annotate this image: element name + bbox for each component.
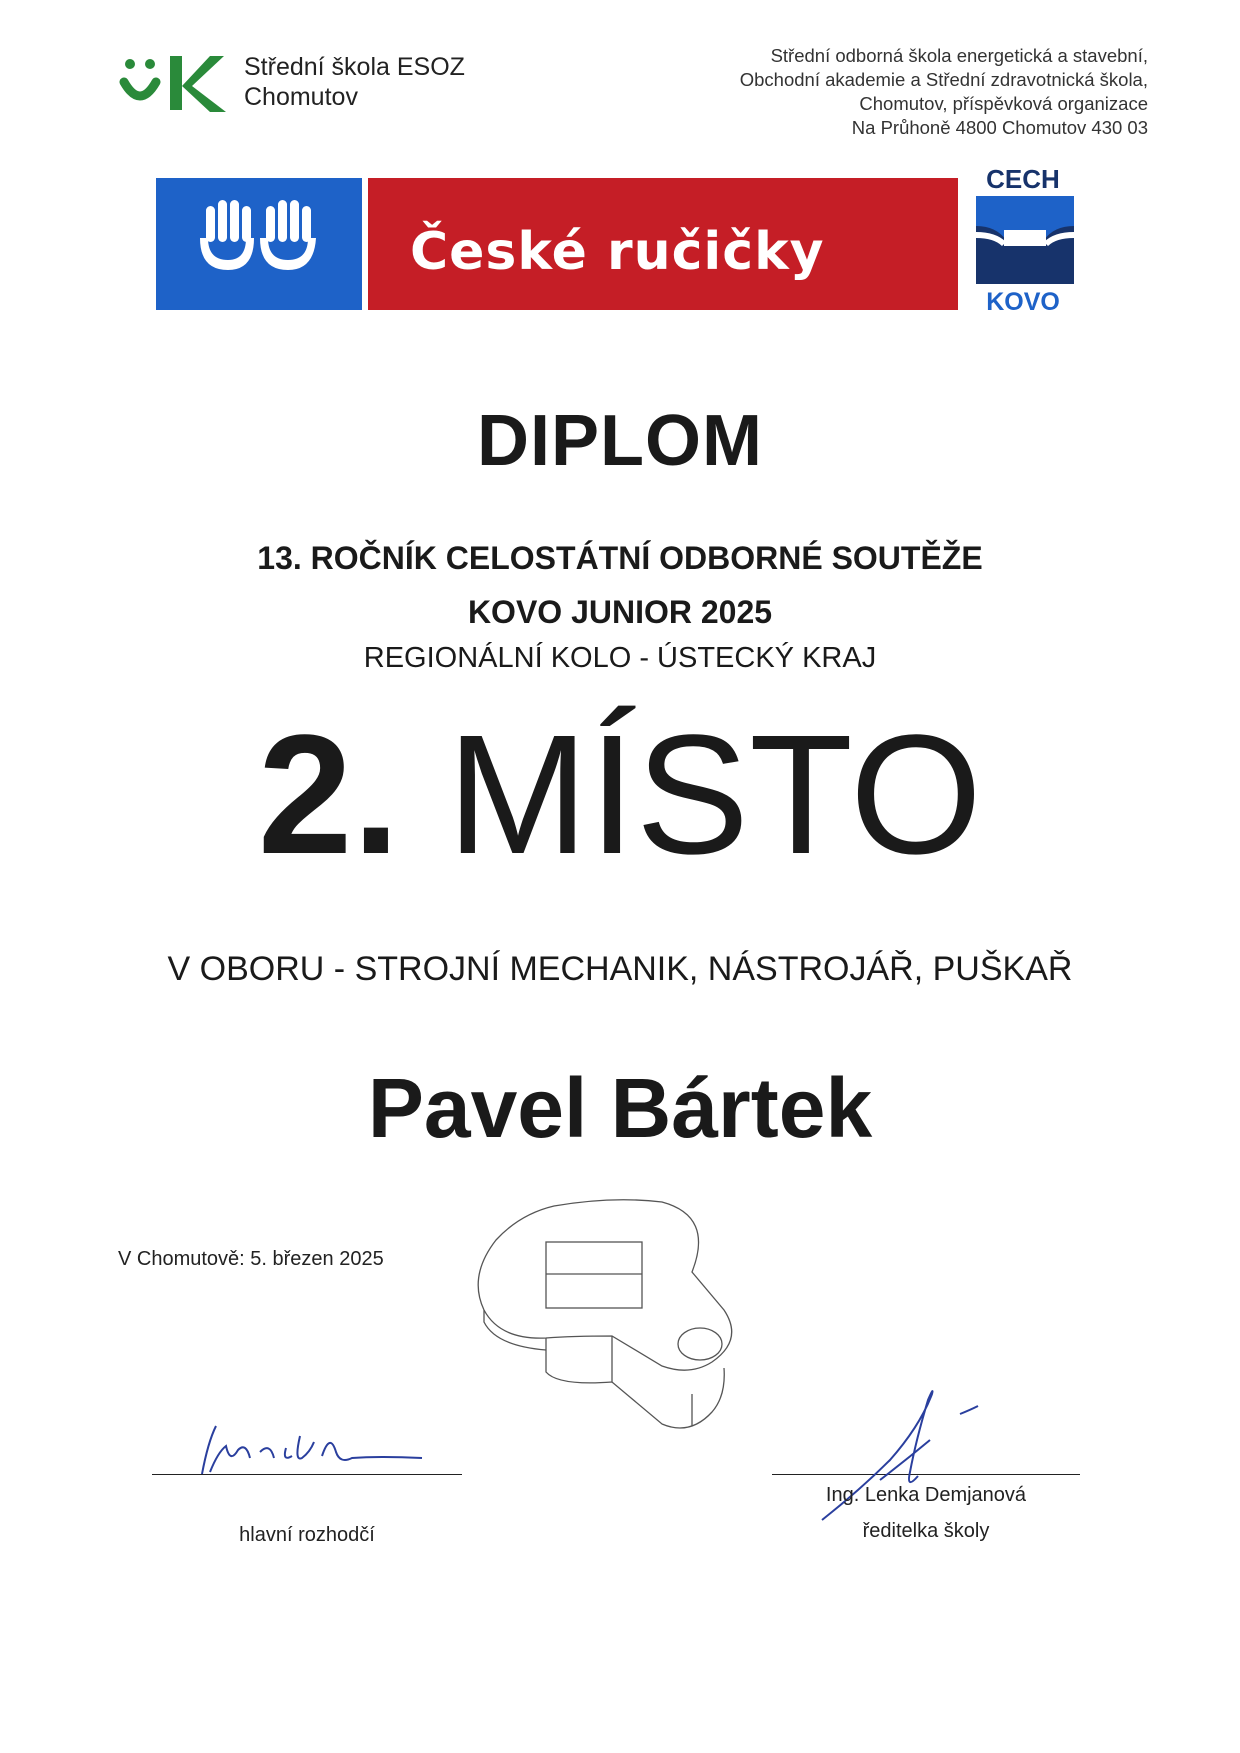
- director-name: Ing. Lenka Demjanová: [825, 1484, 1027, 1506]
- cech-kovo-logo-icon: [976, 196, 1074, 284]
- school-name-line2: Chomutov: [244, 83, 358, 111]
- school-name-line1: Střední škola ESOZ: [244, 53, 465, 81]
- banner-hands-panel: [156, 178, 362, 310]
- director-signature-icon: [810, 1380, 1000, 1530]
- address-line: Na Průhoně 4800 Chomutov 430 03: [851, 117, 1148, 138]
- mechanical-part-drawing-icon: [462, 1190, 782, 1446]
- director-role: ředitelka školy: [862, 1520, 990, 1542]
- judge-signature-icon: [190, 1412, 430, 1484]
- competition-line1: 13. ROČNÍK CELOSTÁTNÍ ODBORNÉ SOUTĚŽE: [257, 540, 983, 576]
- address-line: Chomutov, příspěvková organizace: [859, 93, 1148, 114]
- address-line: Obchodní akademie a Střední zdravotnická škola,: [739, 69, 1148, 90]
- judge-role: hlavní rozhodčí: [239, 1524, 375, 1546]
- place-word: MÍSTO: [446, 700, 983, 890]
- kovo-label: KOVO: [986, 288, 1060, 316]
- school-address: [588, 44, 1148, 140]
- competition-line2: KOVO JUNIOR 2025: [467, 594, 773, 630]
- diploma-title: DIPLOM: [477, 401, 763, 481]
- school-logo-icon: [118, 52, 228, 116]
- school-name: [244, 52, 465, 112]
- hands-icon: [156, 178, 362, 310]
- place-number: 2.: [257, 700, 400, 890]
- address-line: Střední odborná škola energetická a stavební,: [770, 45, 1148, 66]
- field-of-study: V OBORU - STROJNÍ MECHANIK, NÁSTROJÁŘ, PUŠKAŘ: [167, 950, 1073, 988]
- banner-title: České ručičky: [410, 222, 825, 282]
- recipient-name: Pavel Bártek: [367, 1061, 873, 1155]
- cech-label: CECH: [986, 164, 1060, 194]
- competition-line3: REGIONÁLNÍ KOLO - ÚSTECKÝ KRAJ: [363, 642, 877, 674]
- place-heading: [0, 700, 1240, 890]
- place-and-date: V Chomutově: 5. březen 2025: [118, 1248, 384, 1270]
